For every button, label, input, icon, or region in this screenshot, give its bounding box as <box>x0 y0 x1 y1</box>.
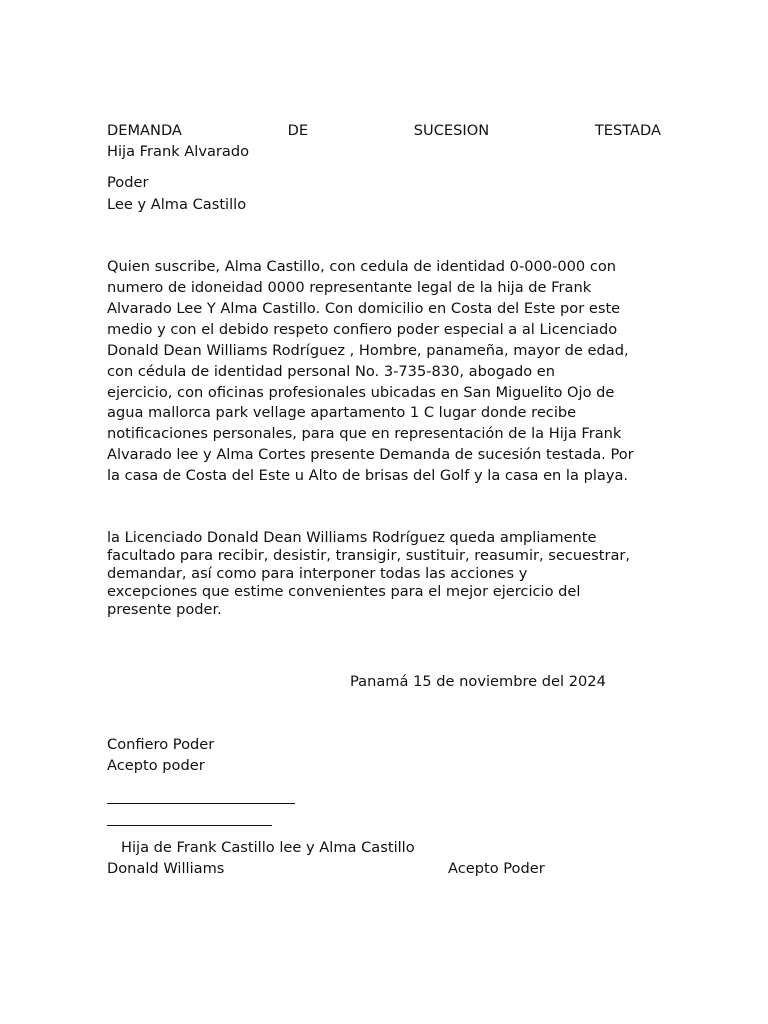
date-line: Panamá 15 de noviembre del 2024 <box>350 673 606 690</box>
paragraph-line: la casa de Costa del Este u Alto de brisas del Golf y la casa en la playa. <box>107 467 629 484</box>
signature-line <box>107 825 272 826</box>
paragraph-line: Donald Dean Williams Rodríguez , Hombre, panameña, mayor de edad, <box>107 342 629 359</box>
paragraph-line: excepciones que estime convenientes para el mejor ejercicio del <box>107 583 581 600</box>
paragraph-line: medio y con el debido respeto confiero poder especial a al Licenciado <box>107 321 618 338</box>
paragraph-line: demandar, así como para interponer todas las acciones y <box>107 565 528 582</box>
paragraph-line: Alvarado Lee Y Alma Castillo. Con domicilio en Costa del Este por este <box>107 300 621 317</box>
signature-line <box>107 803 295 804</box>
title-word: DEMANDA <box>107 122 182 139</box>
paragraph-line: la Licenciado Donald Dean Williams Rodríguez queda ampliamente <box>107 529 597 546</box>
title-word: DE <box>287 122 309 139</box>
signer-name: Hija de Frank Castillo lee y Alma Castillo <box>121 839 415 856</box>
document-subtitle: Hija Frank Alvarado <box>107 143 250 160</box>
confiero-poder-label: Confiero Poder <box>107 736 215 753</box>
paragraph-line: presente poder. <box>107 601 222 618</box>
title-word: SUCESION <box>413 122 490 139</box>
poder-heading: Poder <box>107 174 149 191</box>
acepto-poder-label: Acepto poder <box>107 757 205 774</box>
paragraph-line: con cédula de identidad personal No. 3-735-830, abogado en <box>107 363 556 380</box>
paragraph-line: Quien suscribe, Alma Castillo, con cedula de identidad 0-000-000 con <box>107 258 617 275</box>
paragraph-line: ejercicio, con oficinas profesionales ubicadas en San Miguelito Ojo de <box>107 384 615 401</box>
paragraph-line: numero de idoneidad 0000 representante legal de la hija de Frank <box>107 279 592 296</box>
title-word: TESTADA <box>594 122 661 139</box>
paragraph-line: agua mallorca park vellage apartamento 1 C lugar donde recibe <box>107 404 577 421</box>
attorney-name: Donald Williams <box>107 860 225 877</box>
poder-parties: Lee y Alma Castillo <box>107 196 247 213</box>
paragraph-line: Alvarado lee y Alma Cortes presente Demanda de sucesión testada. Por <box>107 446 634 463</box>
acepto-poder-signature-label: Acepto Poder <box>448 860 545 877</box>
document-title <box>107 122 661 140</box>
paragraph-line: facultado para recibir, desistir, transigir, sustituir, reasumir, secuestrar, <box>107 547 631 564</box>
paragraph-line: notificaciones personales, para que en representación de la Hija Frank <box>107 425 622 442</box>
